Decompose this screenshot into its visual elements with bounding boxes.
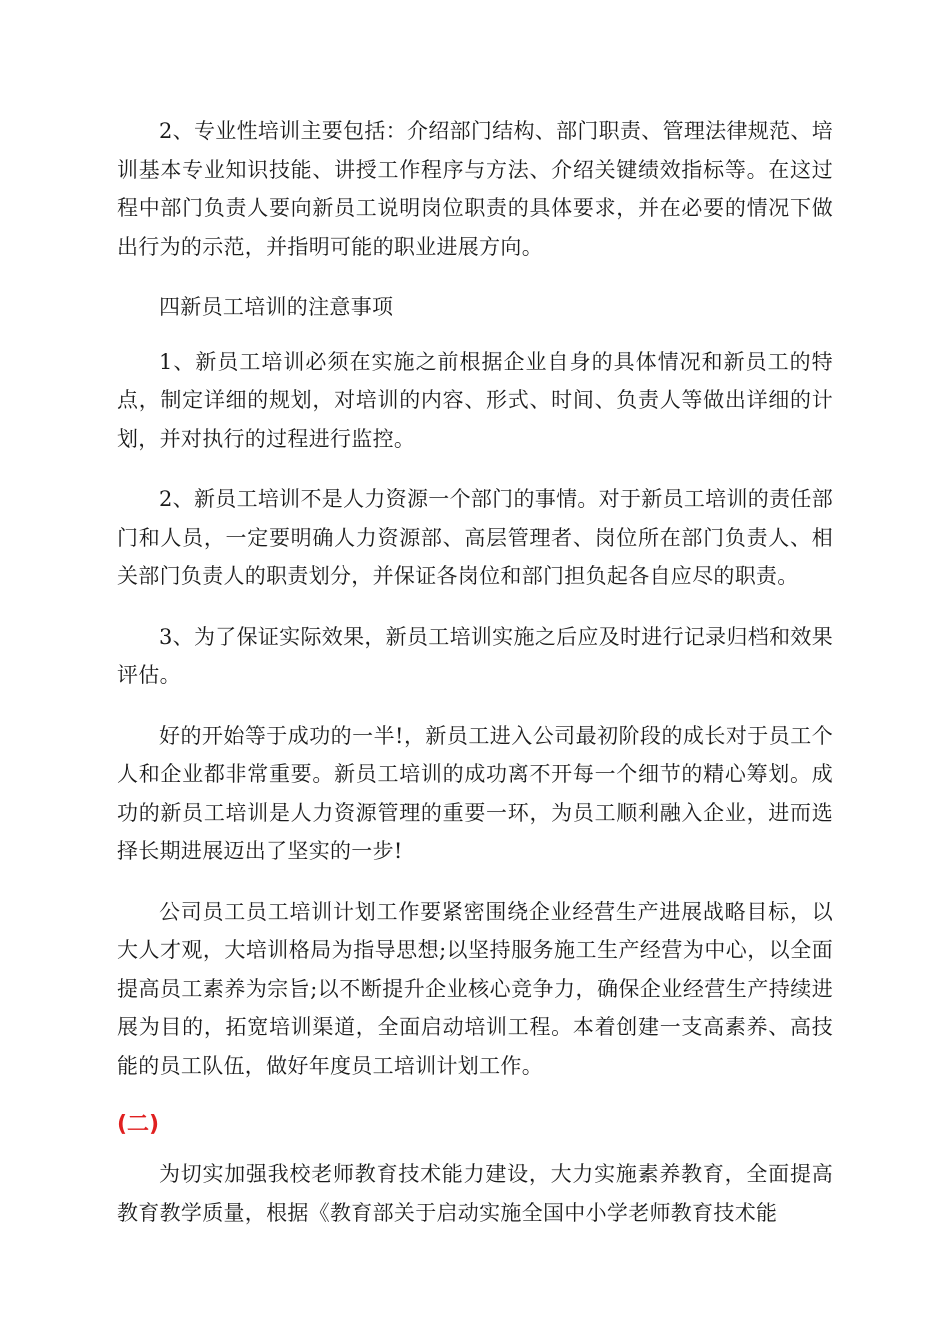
- section-heading-precautions: 四新员工培训的注意事项: [159, 295, 394, 319]
- paragraph-training-plan: 公司员工员工培训计划工作要紧密围绕企业经营生产进展战略目标，以大人才观，大培训格局为指导思想;以坚持服务施工生产经营为中心，以全面提高员工素养为宗旨;以不断提升企业核心竞争力，确保企业经营生产持续进展为目的，拓宽培训渠道，全面启动培训工程。本着创建一支高素养、高技能的员工队伍，做好年度员工培训计划工作。: [117, 899, 833, 1078]
- document-body: [117, 112, 833, 1254]
- paragraph-precaution-1: 1、新员工培训必须在实施之前根据企业自身的具体情况和新员工的特点，制定详细的规划，对培训的内容、形式、时间、负责人等做出详细的计划，并对执行的过程进行监控。: [117, 349, 833, 451]
- section-marker-two: (二): [117, 1112, 160, 1137]
- paragraph-education-technology: 为切实加强我校老师教育技术能力建设，大力实施素养教育，全面提高教育教学质量，根据《教育部关于启动实施全国中小学老师教育技术能: [117, 1162, 833, 1225]
- paragraph-good-start: 好的开始等于成功的一半!，新员工进入公司最初阶段的成长对于员工个人和企业都非常重要。新员工培训的成功离不开每一个细节的精心筹划。成功的新员工培训是人力资源管理的重要一环，为员工顺利融入企业，进而选择长期进展迈出了坚实的一步!: [117, 723, 833, 863]
- paragraph-precaution-3: 3、为了保证实际效果，新员工培训实施之后应及时进行记录归档和效果评估。: [117, 624, 833, 687]
- paragraph-precaution-2: 2、新员工培训不是人力资源一个部门的事情。对于新员工培训的责任部门和人员，一定要明确人力资源部、高层管理者、岗位所在部门负责人、相关部门负责人的职责划分，并保证各岗位和部门担负起各自应尽的职责。: [117, 487, 833, 588]
- paragraph-professional-training: 2、专业性培训主要包括：介绍部门结构、部门职责、管理法律规范、培训基本专业知识技能、讲授工作程序与方法、介绍关键绩效指标等。在这过程中部门负责人要向新员工说明岗位职责的具体要求，并在必要的情况下做出行为的示范，并指明可能的职业进展方向。: [117, 119, 833, 259]
